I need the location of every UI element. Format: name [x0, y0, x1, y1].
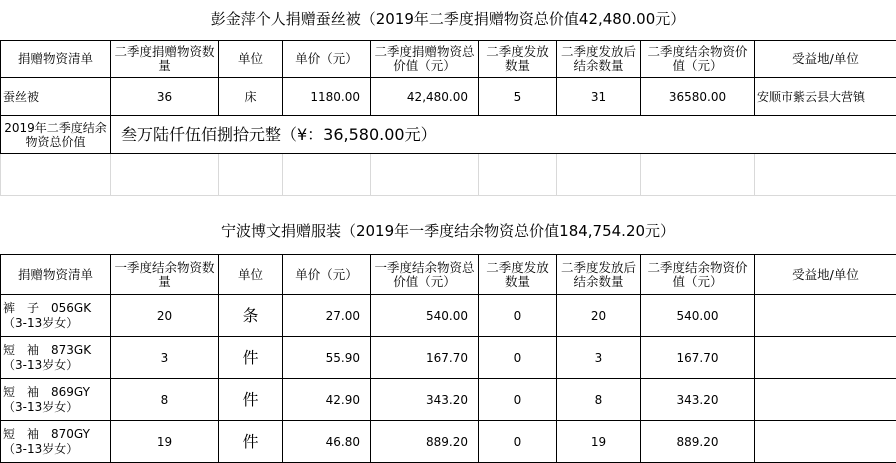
- table-row: [1, 295, 896, 337]
- header-unit: 单位: [219, 255, 283, 295]
- item-qty: 8: [111, 379, 219, 421]
- item-name: [1, 421, 111, 463]
- item-dest: 安顺市紫云县大营镇: [755, 78, 896, 116]
- item-name-size: （3-13岁女）: [3, 400, 108, 415]
- item-unit: 件: [219, 337, 283, 379]
- empty-cell: [283, 154, 371, 196]
- empty-cell: [111, 154, 219, 196]
- item-value: 343.20: [641, 379, 755, 421]
- item-total: 540.00: [371, 295, 479, 337]
- item-name: [1, 295, 111, 337]
- header-total: 一季度结余物资总价值（元）: [371, 255, 479, 295]
- item-price: 46.80: [283, 421, 371, 463]
- item-value: 167.70: [641, 337, 755, 379]
- table-row: [1, 421, 896, 463]
- header-price: 单价（元）: [283, 41, 371, 78]
- item-name-main: 裤 子 056GK: [3, 301, 108, 316]
- table-row: [1, 337, 896, 379]
- empty-cell: [755, 154, 896, 196]
- item-name-size: （3-13岁女）: [3, 442, 108, 457]
- total-row: [1, 116, 896, 154]
- header-dest: 受益地/单位: [755, 255, 896, 295]
- item-value: 889.20: [641, 421, 755, 463]
- item-total: 167.70: [371, 337, 479, 379]
- item-issued: 0: [479, 421, 557, 463]
- table-row: [1, 379, 896, 421]
- header-unit: 单位: [219, 41, 283, 78]
- item-price: 27.00: [283, 295, 371, 337]
- item-qty: 36: [111, 78, 219, 116]
- item-dest: [755, 421, 896, 463]
- header-remain: 二季度发放后结余数量: [557, 255, 641, 295]
- item-qty: 20: [111, 295, 219, 337]
- header-remain: 二季度发放后结余数量: [557, 41, 641, 78]
- item-name-main: 短 袖 869GY: [3, 385, 108, 400]
- section2-table: [0, 254, 896, 463]
- item-price: 42.90: [283, 379, 371, 421]
- item-price: 1180.00: [283, 78, 371, 116]
- item-qty: 19: [111, 421, 219, 463]
- header-dest: 受益地/单位: [755, 41, 896, 78]
- item-price: 55.90: [283, 337, 371, 379]
- item-remain: 20: [557, 295, 641, 337]
- item-remain: 31: [557, 78, 641, 116]
- header-issued: 二季度发放数量: [479, 41, 557, 78]
- item-name-main: 短 袖 870GY: [3, 427, 108, 442]
- section2-title: 宁波博文捐赠服装（2019年一季度结余物资总价值184,754.20元）: [0, 221, 896, 241]
- item-total: 343.20: [371, 379, 479, 421]
- item-unit: 条: [219, 295, 283, 337]
- item-remain: 19: [557, 421, 641, 463]
- section2-rows: [1, 295, 896, 463]
- header-item: 捐赠物资清单: [1, 41, 111, 78]
- item-issued: 0: [479, 379, 557, 421]
- item-unit: 件: [219, 421, 283, 463]
- header-price: 单价（元）: [283, 255, 371, 295]
- table-row: [1, 78, 896, 116]
- empty-cell: [1, 154, 111, 196]
- empty-cell: [219, 154, 283, 196]
- item-remain: 8: [557, 379, 641, 421]
- item-value: 36580.00: [641, 78, 755, 116]
- item-qty: 3: [111, 337, 219, 379]
- item-dest: [755, 337, 896, 379]
- empty-cell: [479, 154, 557, 196]
- item-dest: [755, 295, 896, 337]
- header-issued: 二季度发放数量: [479, 255, 557, 295]
- item-unit: 床: [219, 78, 283, 116]
- total-value: 叁万陆仟伍佰捌拾元整（¥：36,580.00元）: [111, 116, 896, 154]
- item-name: [1, 379, 111, 421]
- item-name-main: 短 袖 873GK: [3, 343, 108, 358]
- item-issued: 0: [479, 295, 557, 337]
- item-issued: 0: [479, 337, 557, 379]
- empty-cell: [557, 154, 641, 196]
- item-name-size: （3-13岁女）: [3, 358, 108, 373]
- header-total: 二季度捐赠物资总价值（元）: [371, 41, 479, 78]
- item-issued: 5: [479, 78, 557, 116]
- header-value: 二季度结余物资价值（元）: [641, 41, 755, 78]
- item-remain: 3: [557, 337, 641, 379]
- item-total: 889.20: [371, 421, 479, 463]
- item-value: 540.00: [641, 295, 755, 337]
- section2-header-row: [1, 255, 896, 295]
- section1-title: 彭金萍个人捐赠蚕丝被（2019年二季度捐赠物资总价值42,480.00元）: [0, 9, 896, 29]
- empty-row: [1, 154, 896, 196]
- item-dest: [755, 379, 896, 421]
- item-name-size: （3-13岁女）: [3, 316, 108, 331]
- total-label: 2019年二季度结余物资总价值: [1, 116, 111, 154]
- item-total: 42,480.00: [371, 78, 479, 116]
- section1-table: [0, 40, 896, 196]
- item-name: 蚕丝被: [1, 78, 111, 116]
- header-value: 二季度结余物资价值（元）: [641, 255, 755, 295]
- section1-header-row: [1, 41, 896, 78]
- header-qty: 一季度结余物资数量: [111, 255, 219, 295]
- item-unit: 件: [219, 379, 283, 421]
- empty-cell: [641, 154, 755, 196]
- empty-cell: [371, 154, 479, 196]
- header-qty: 二季度捐赠物资数量: [111, 41, 219, 78]
- item-name: [1, 337, 111, 379]
- header-item: 捐赠物资清单: [1, 255, 111, 295]
